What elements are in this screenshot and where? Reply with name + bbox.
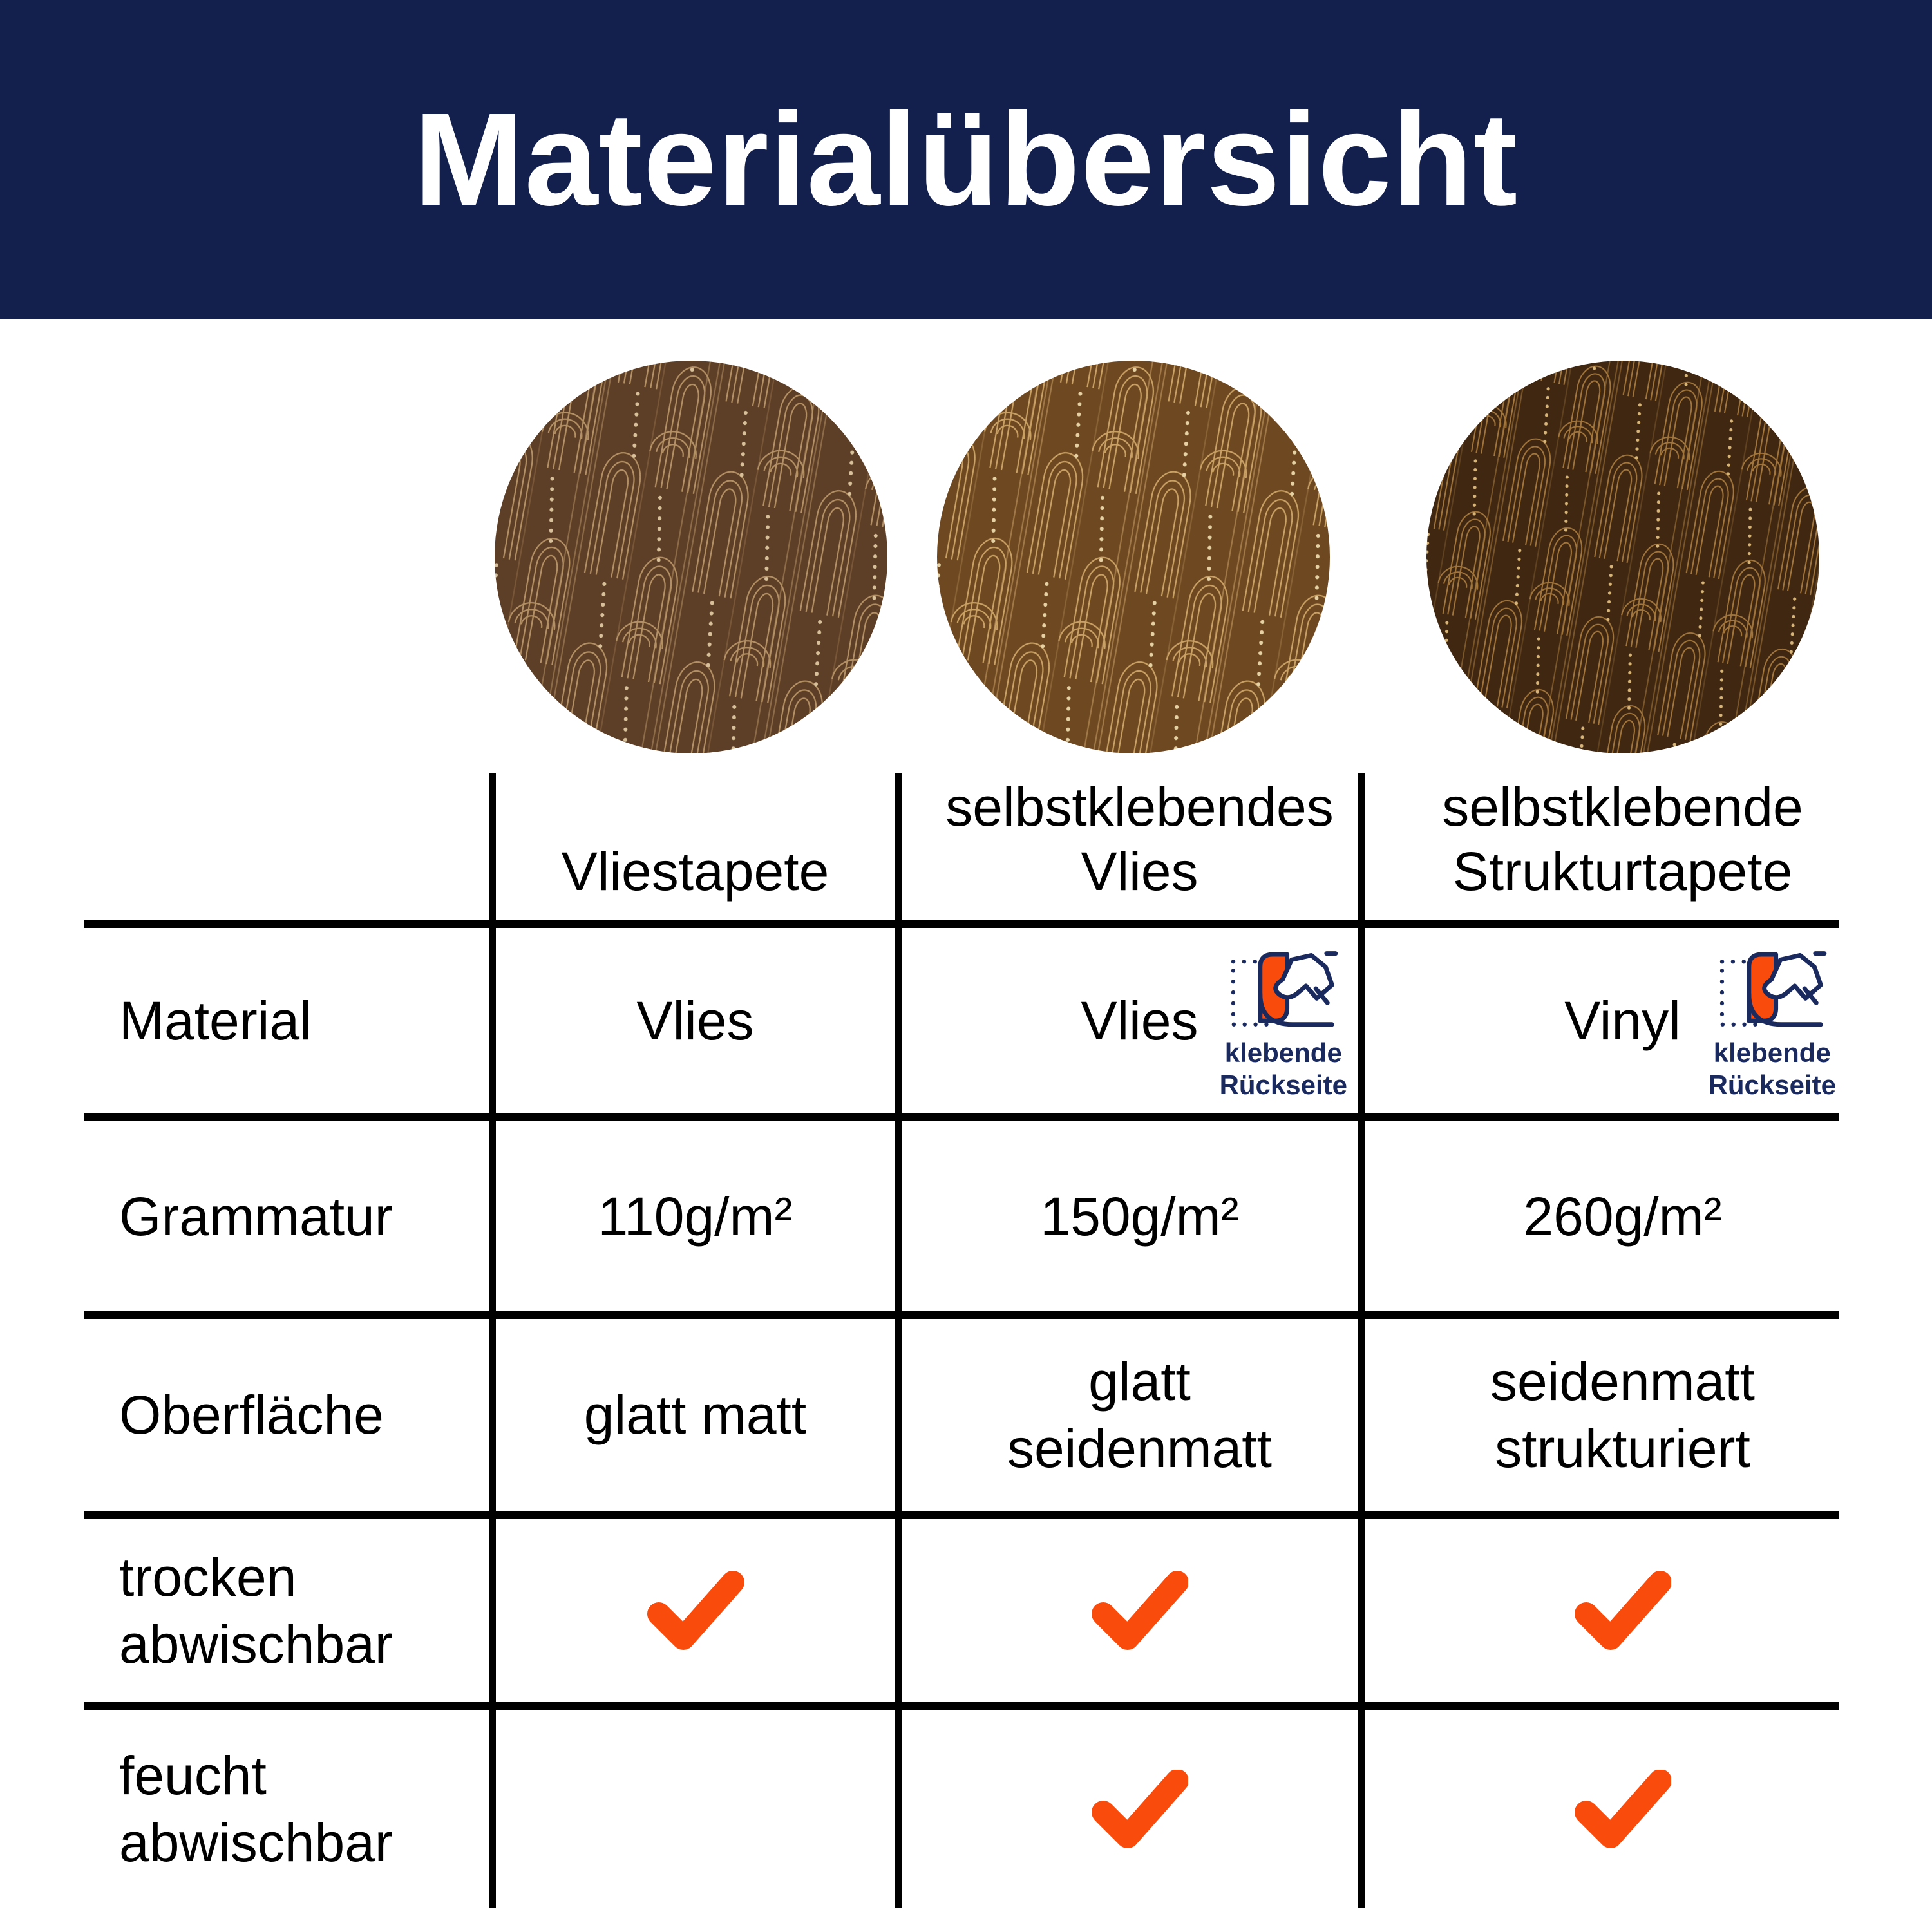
feucht-check-1-empty	[492, 1710, 898, 1908]
adhesive-backing-badge	[1709, 940, 1836, 1101]
adhesive-backing-badge	[1220, 940, 1347, 1101]
adhesive-badge-text-line1: klebende	[1713, 1037, 1831, 1068]
material-value-2: Vlies klebende Rückseite	[898, 928, 1361, 1113]
row-label-material: Material	[119, 990, 312, 1051]
oberflaeche-value-1: glatt matt	[583, 1385, 807, 1445]
feucht-check-3	[1361, 1710, 1839, 1908]
table-row-grammatur	[84, 1121, 1839, 1311]
grammatur-value-3: 260g/m²	[1523, 1186, 1722, 1247]
wallpaper-swatch-vliestapete	[495, 361, 887, 753]
table-row-divider-1	[84, 920, 1839, 928]
adhesive-badge-text-line2: Rückseite	[1708, 1070, 1836, 1100]
table-row-divider-2	[84, 1113, 1839, 1121]
row-label-oberflaeche: Oberfläche	[119, 1385, 384, 1445]
header-empty-cell	[84, 773, 492, 920]
column-header-strukturtapete	[1361, 773, 1839, 920]
table-row-oberflaeche	[84, 1319, 1839, 1511]
wallpaper-swatch-selbstklebendes-vlies	[937, 361, 1330, 753]
table-row-feucht-abwischbar	[84, 1710, 1839, 1908]
page-title: Materialübersicht	[413, 86, 1519, 233]
column-header-label-line1: selbstklebende	[1442, 777, 1803, 837]
checkmark-icon	[1575, 1770, 1671, 1848]
material-value-1: Vlies	[636, 990, 754, 1051]
column-header-label-line2: Strukturtapete	[1452, 841, 1793, 902]
trocken-check-1	[492, 1519, 898, 1702]
checkmark-icon	[1092, 1770, 1188, 1848]
table-row-divider-4	[84, 1511, 1839, 1519]
material-value-3: Vinyl klebende Rückseite	[1361, 928, 1839, 1113]
oberflaeche-value-3: seidenmatt strukturiert	[1490, 1351, 1755, 1479]
row-label-feucht-abwischbar: feucht abwischbar	[119, 1745, 393, 1873]
table-header-row	[84, 773, 1839, 920]
oberflaeche-value-2: glatt seidenmatt	[1007, 1351, 1272, 1479]
column-header-selbstklebendes-vlies	[898, 773, 1361, 920]
grammatur-value-1: 110g/m²	[598, 1186, 793, 1247]
peel-off-backing-icon	[1229, 940, 1338, 1037]
peel-off-backing-icon	[1718, 940, 1827, 1037]
checkmark-icon	[647, 1571, 744, 1650]
table-row-trocken-abwischbar	[84, 1519, 1839, 1702]
row-label-trocken-abwischbar: trocken abwischbar	[119, 1546, 393, 1674]
adhesive-badge-text-line2: Rückseite	[1219, 1070, 1347, 1100]
title-banner	[0, 0, 1932, 319]
table-row-material	[84, 928, 1839, 1113]
wallpaper-swatch-strukturtapete	[1426, 361, 1819, 753]
trocken-check-3	[1361, 1519, 1839, 1702]
column-header-label-line2: Vlies	[1081, 841, 1198, 902]
column-header-label: Vliestapete	[561, 841, 829, 902]
checkmark-icon	[1092, 1571, 1188, 1650]
table-row-divider-3	[84, 1311, 1839, 1319]
column-header-vliestapete	[492, 773, 898, 920]
grammatur-value-2: 150g/m²	[1040, 1186, 1239, 1247]
adhesive-badge-text-line1: klebende	[1224, 1037, 1342, 1068]
column-header-label-line1: selbstklebendes	[945, 777, 1334, 837]
row-label-grammatur: Grammatur	[119, 1186, 393, 1247]
table-row-divider-5	[84, 1702, 1839, 1710]
checkmark-icon	[1575, 1571, 1671, 1650]
feucht-check-2	[898, 1710, 1361, 1908]
trocken-check-2	[898, 1519, 1361, 1702]
